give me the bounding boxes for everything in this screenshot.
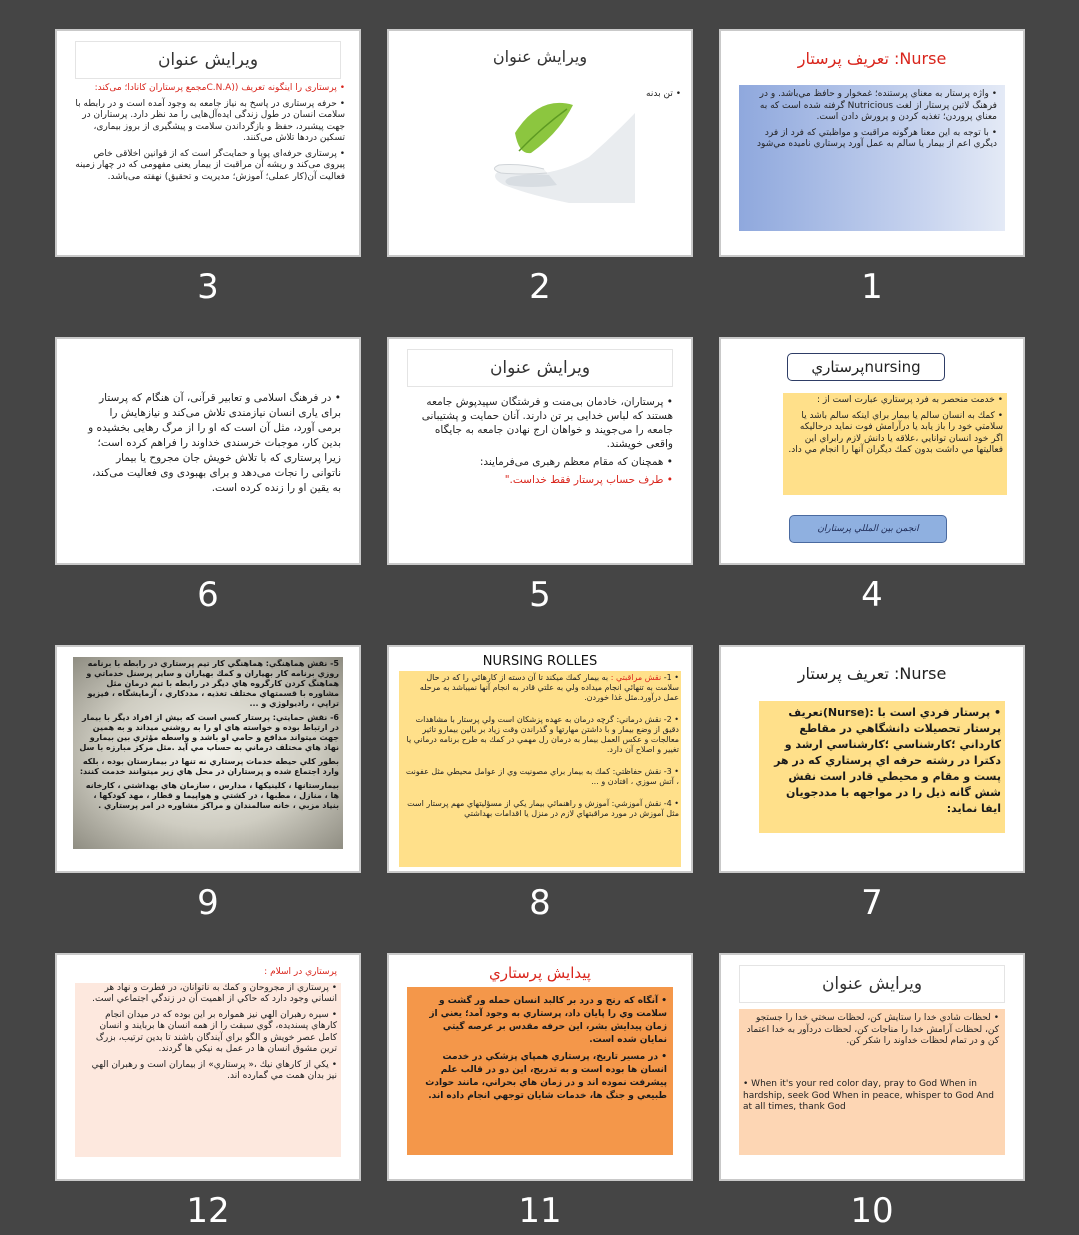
slide-body bbox=[765, 705, 1001, 821]
slide-number: 3 bbox=[197, 267, 219, 307]
role-text: به بيمار كمك ميكند تا آن دسته از كارهائي را كه در حال سلامت به تنهائي انجام ميداده ولي به علتي قادر به انجام آنها نميباشد به مرحله عمل درآورد.مثل غذا خوردن. bbox=[419, 673, 679, 702]
slide-cell-12 bbox=[55, 953, 361, 1231]
slide-number: 1 bbox=[861, 267, 883, 307]
slide-title: ویرایش عنوان bbox=[407, 349, 673, 387]
slide-number: 6 bbox=[197, 575, 219, 615]
slide-bullet: • حرفه پرستاری در پاسخ به نیاز جامعه به وجود آمده است و در رابطه با سلامت انسان در طول زندگی ایده‌آل‌هایی را مد نظر دارد. پرستاران در جهت پیشبرد، حفظ و بازگرداندن سلامت و پیشگیری از بروز بیماری، تسکین دردها تلاش می‌کنند. bbox=[75, 99, 345, 145]
slide-body bbox=[413, 995, 667, 1107]
slide-body-fa bbox=[745, 1013, 999, 1052]
slide-number: 11 bbox=[518, 1191, 562, 1231]
slide-title: پرستاريnursing bbox=[787, 353, 945, 381]
slide-bullet: • واژه پرستار به معناي پرستنده؛ غمخوار و حافظ مي‌باشد. و در فرهنگ لاتين پرستار از لغت Nutricious گرفته شده است كه به معناي پروردن؛ تغذيه كردن و پرورش دادن است. bbox=[747, 89, 997, 124]
slide-lead: • خدمت منحصر به فرد پرستاري عبارت است از : bbox=[787, 395, 1003, 407]
role-item: • 2- نقش درماني: گرچه درمان به عهده پزشكان است ولي پرستار با مشاهدات دقيق از وضع بيمار و با داشتن مهارتها و گذراندن وقت زياد بر بالين بيمارو تاثير معالجات و عكس العمل بيمار به درمان رل مهمي در كمك به طرح برنامه درماني يا تغيير و اصلاح آن دارد. bbox=[406, 715, 679, 754]
slide-bullet: • When it's your red color day, pray to God When in hardship, seek God When in peace, whisper to God And at all times, thank God bbox=[743, 1079, 995, 1114]
slide-body bbox=[747, 89, 997, 155]
slide-body bbox=[75, 83, 345, 187]
slide-cell-9 bbox=[55, 645, 361, 923]
slide-thumbnail-11[interactable] bbox=[387, 953, 693, 1181]
role-number: 4- bbox=[663, 799, 672, 808]
slide-bullet: • يكي از كارهاي نيك ،« پرستاري» از بيماران است و رهبران الهي نيز بدان همت مي گمارده اند. bbox=[79, 1060, 337, 1083]
footer-label: انجمن بين المللي پرستاران bbox=[789, 515, 947, 543]
slide-cell-7 bbox=[719, 645, 1025, 923]
slide-number: 7 bbox=[861, 883, 883, 923]
slide-bullet: • در مسير تاريخ، پرستاري همپاي پزشكي در خدمت انسان ها بوده است و به تدريج، اين دو در قالب علم پيشرفت نموده اند و در زمان هاي بحراني، مانند حوادث طبيعي و جنگ ها، خدمات شايان توجهي انجام داده اند. bbox=[413, 1051, 667, 1103]
slide-thumbnail-4[interactable] bbox=[719, 337, 1025, 565]
slide-bullet: • پرستاري از مجروحان و كمك به ناتوانان، در فطرت و نهاد هر انساني وجود دارد كه حاكي از اهميت آن در زندگي اجتماعي است. bbox=[79, 983, 337, 1006]
slide-cell-4 bbox=[719, 337, 1025, 615]
slide-number: 9 bbox=[197, 883, 219, 923]
slide-body bbox=[787, 395, 1003, 461]
role-item: • 1- نقش مراقبتي : به بيمار كمك ميكند تا آن دسته از كارهائي را كه در حال سلامت به تنهائي انجام ميداده ولي به علتي قادر به انجام آنها نميباشد به مرحله عمل درآورد.مثل غذا خوردن. bbox=[419, 673, 679, 702]
slide-thumbnail-3[interactable] bbox=[55, 29, 361, 257]
slide-cell-8 bbox=[387, 645, 693, 923]
slide-thumbnail-6[interactable] bbox=[55, 337, 361, 565]
slide-bullet: • سيره رهبران الهي نيز همواره بر اين بوده كه در ميدان انجام كارهاي پسنديده، گوي سبقت را از همه انسان ها بربايند و انسان كامل عصر خويش و الگو براي آيندگان باشند تا بدين ترتيب، بزرگ ترين مشوق انسان ها در عمل به نيكي ها گردند. bbox=[79, 1010, 337, 1056]
slide-number: 5 bbox=[529, 575, 551, 615]
role-text: نقش درماني: گرچه درمان به عهده پزشكان است ولي پرستار با مشاهدات دقيق از وضع بيمار و با داشتن مهارتها و گذراندن وقت زياد بر بالين بيمارو تاثير معالجات و عكس العمل بيمار به درمان رل مهمي در كمك به طرح برنامه درماني يا تغيير و اصلاح آن دارد. bbox=[406, 715, 679, 754]
role-item: • 4- نقش آموزشي: آموزش و راهنمائي بيمار يكي از مسؤليتهاي مهم پرستار است مثل آموزش در مورد مراقبتهاي لازم در منزل يا اقدامات بهداشتي bbox=[407, 799, 679, 818]
slide-cell-11 bbox=[387, 953, 693, 1231]
slide-bullet: • تن بدنه bbox=[589, 89, 681, 101]
slide-title: ویرایش عنوان bbox=[389, 39, 691, 75]
slide-thumbnail-9[interactable] bbox=[55, 645, 361, 873]
slide-thumbnail-12[interactable] bbox=[55, 953, 361, 1181]
slide-bullet: • با توجه به اين معنا هرگونه مراقبت و مواظبتي كه فرد از فرد ديگري اعم از بيمار يا سالم به عمل آورد پرستاري ناميده مي‌شود bbox=[747, 128, 997, 151]
slide-cell-6 bbox=[55, 337, 361, 615]
role-item: • 3- نقش حفاظتي: كمك به بيمار براي مصونيت وي از عوامل محيطي مثل عفونت ، آتش سوزي ، افتادن و ... bbox=[405, 767, 679, 786]
slide-title: ویرایش عنوان bbox=[75, 41, 341, 79]
slide-body bbox=[403, 673, 679, 823]
slide-bullet: • پرستار فردي است با :(Nurse)تعريف پرستار تحصيلات دانشگاهي در مقاطع كارداني ؛كارشناسي ؛كارشناسي ارشد و دكترا در رشته حرفه اي پرستاري كه در هر پست و مقام و محيطي قادر است نقش شش گانه ذيل را در مواجهه با مددجويان ايفا نمايد: bbox=[765, 705, 1001, 817]
slide-item: 6- نقش حمايتي: پرستار كسي است كه بيش از افراد ديگر با بيمار در ارتباط بوده و خواسته هاي او را به روشني ميداند و به همين جهت ميتواند مدافع و حامي او باشد و واسطه مؤثري بين بيمارو نهاد هاي مختلف درماني به حساب مي آيد .مثل مركز مبارزه با سل bbox=[79, 713, 339, 752]
slide-body bbox=[77, 659, 339, 815]
slide-bullet: • آنگاه كه رنج و درد بر كالبد انسان حمله ور گشت و سلامت وي را پايان داد، پرستاري به وجود آمد؛ يعني از زمان پيدايش بشر، اين حرفه مقدس بر عرصه گيتي نمايان شده است. bbox=[413, 995, 667, 1047]
hand-leaf-image bbox=[449, 73, 635, 233]
slide-bullet: • در فرهنگ اسلامی و تعابیر قرآنی، آن هنگام که پرستار برای یاری انسان نیازمندی تلاش می‌کند و نیازهایش را برمی آورد، مثل آن است که او را از مرگ رهایی بخشیده و بدین کار، موجبات خرسندی خداوند را فراهم کرده است؛ زیرا پرستاری که با تلاش خویش جان مجروح یا بیمار ناتوانی را نجات می‌دهد و برای بهبودی وی فعالیت می‌کند، به یقین او را زنده کرده است. bbox=[87, 391, 341, 496]
slide-body bbox=[79, 967, 337, 1087]
slide-thumbnail-10[interactable] bbox=[719, 953, 1025, 1181]
slide-item: بطور كلي حيطه خدمات پرستاري نه تنها در بيمارستان بوده ، بلكه وارد اجتماع شده و پرستاران در محل هاي زير ميتوانند خدمت كنند: bbox=[79, 757, 339, 776]
slide-number: 10 bbox=[850, 1191, 894, 1231]
role-number: 3- bbox=[663, 767, 672, 776]
role-number: 2- bbox=[663, 715, 672, 724]
slide-bullet: • همچنان که مقام معظم رهبری می‌فرمایند: bbox=[419, 455, 673, 469]
slide-body bbox=[87, 391, 341, 500]
slide-bullet: • پرستاران، خادمان بی‌منت و فرشتگان سپیدپوش جامعه هستند که لباس خدایی بر تن دارند. آنان حمایت و پشتیبانی جامعه را می‌جویند و خواهان ارج نهادن جامعه به جایگاه واقعی خویشند. bbox=[419, 395, 673, 451]
slide-title: تعريف پرستار :Nurse bbox=[797, 664, 947, 683]
role-number: 1- bbox=[663, 673, 672, 682]
slide-item: 5- نقش هماهنگي: هماهنگي كار تيم پرستاري در رابطه با برنامه روزي برنامه كار بهياران و كمك بهياران و ساير پرسنل خدماتي و هماهنگ كردن كارگروه هاي ديگر در رابطه با تيم درمان مثل مشاوره با قسمتهاي مختلف تغذيه ، مددكاري ، آزمايشگاه ، فيزيو تراپي ، راديولوژي و ... bbox=[86, 659, 339, 708]
slide-number: 2 bbox=[529, 267, 551, 307]
slide-cell-1 bbox=[719, 29, 1025, 307]
slide-cell-2 bbox=[387, 29, 693, 307]
slide-title: NURSING ROLLES bbox=[482, 654, 598, 669]
slide-bullet: • لحظات شادي خدا را ستايش كن، لحظات سختي خدا را جستجو كن، لحظات آرامش خدا را مناجات كن، لحظات دردآور به خدا اعتماد كن و در تمام لحظات خداوند را شكر كن. bbox=[745, 1013, 999, 1048]
slide-body-en bbox=[743, 1079, 995, 1118]
slide-title: ویرایش عنوان bbox=[739, 965, 1005, 1003]
slide-cell-3 bbox=[55, 29, 361, 307]
slide-bullet: • طرف حساب پرستار فقط خداست." bbox=[419, 473, 673, 487]
slide-cell-5 bbox=[387, 337, 693, 615]
slide-item: بيمارستانها ، كلينيكها ، مدارس ، سازمان هاي بهداشتي ، كارخانه ها ، منازل ، مطبها ، در كشتي و هواپيما و قطار ، مهد كودكها ، بنياد مزبي ، خانه سالمندان و مراكز مشاوره در امر پرستاري . bbox=[85, 781, 339, 810]
slide-title: پيدايش پرستاري bbox=[489, 964, 591, 982]
slide-bullet: • پرستاری حرفه‌ای پویا و حمایت‌گر است که از قوانین اخلاقی خاص پیروی می‌کند و ریشه آن مراقبت از بیمار یعنی مفهومی که در چهار زمینه فعالیت آن(کار عملی؛ آموزش؛ مدیریت و تحقیق) نهفته می‌باشد. bbox=[75, 149, 345, 184]
slide-number: 8 bbox=[529, 883, 551, 923]
slide-number: 4 bbox=[861, 575, 883, 615]
slide-bullet: • كمك به انسان سالم يا بيمار براي اينكه سالم باشد يا سلامتي خود را باز يابد يا درآرامش فوت نمايد درحاليكه اگر خود انسان توانايي ،علاقه يا دانش لازم رابراي اين فعاليتها مي داشت بدون كمك ديگران آنها را انجام مي داد. bbox=[787, 411, 1003, 457]
slide-thumbnail-8[interactable] bbox=[387, 645, 693, 873]
slide-number: 12 bbox=[186, 1191, 230, 1231]
slide-body bbox=[419, 395, 673, 491]
slide-title: تعريف پرستار :Nurse bbox=[797, 49, 947, 68]
slide-thumbnail-5[interactable] bbox=[387, 337, 693, 565]
slide-thumbnail-7[interactable] bbox=[719, 645, 1025, 873]
slide-lead: • پرستاری را اینگونه تعریف ((C.N.Aمجمع پرستاران کانادا؛ می‌کند: bbox=[75, 83, 345, 95]
slide-cell-10 bbox=[719, 953, 1025, 1231]
role-heading: نقش مراقبتي : bbox=[610, 673, 662, 682]
role-text: نقش آموزشي: آموزش و راهنمائي بيمار يكي از مسؤليتهاي مهم پرستار است مثل آموزش در مورد مراقبتهاي لازم در منزل يا اقدامات بهداشتي bbox=[407, 799, 679, 818]
slide-thumbnail-2[interactable] bbox=[387, 29, 693, 257]
slide-thumbnail-1[interactable] bbox=[719, 29, 1025, 257]
role-text: نقش حفاظتي: كمك به بيمار براي مصونيت وي از عوامل محيطي مثل عفونت ، آتش سوزي ، افتادن و ... bbox=[405, 767, 679, 786]
slide-title: پرستاري در اسلام : bbox=[264, 967, 337, 977]
